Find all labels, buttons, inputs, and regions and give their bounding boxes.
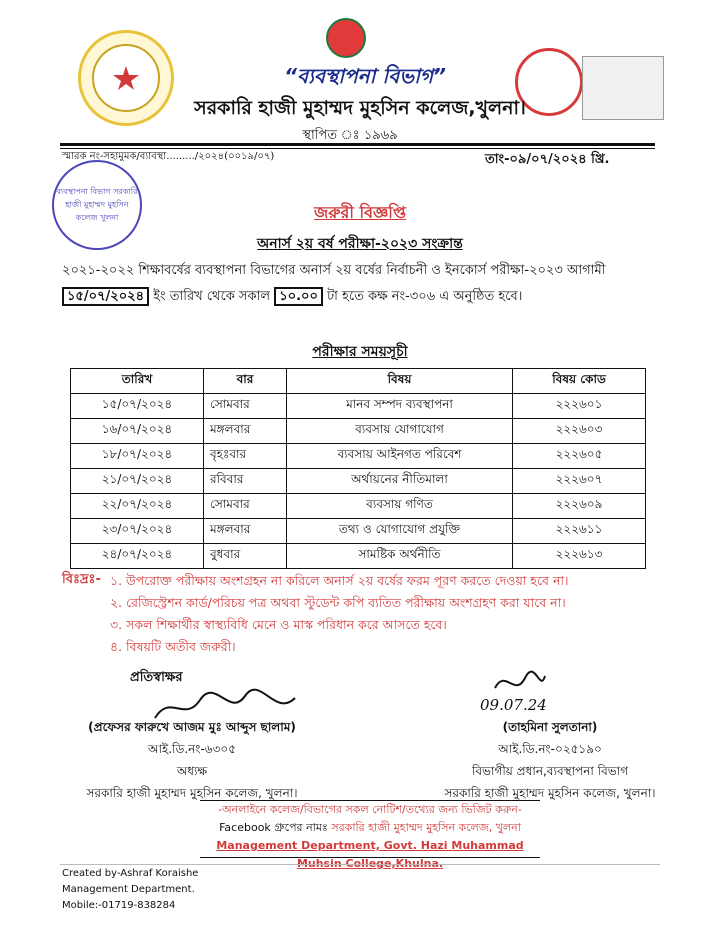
body-pre: ২০২১-২০২২ শিক্ষাবর্ষের ব্যবস্থাপনা বিভাগের অনার্স ২য় বর্ষের নির্বাচনী ও ইনকোর্স পরীক্ষা-২০২৩ আগামী [62,263,606,278]
cell-code: ২২২৬১১ [513,519,646,544]
principal-name: (প্রফেসর ফারুখে আজম মুঃ আব্দুস ছালাম) [88,720,296,734]
notice-subject: অনার্স ২য় বর্ষ পরীক্ষা-২০২৩ সংক্রান্ত [257,236,463,252]
schedule-title: পরীক্ষার সময়সূচী [312,344,408,360]
cell-subject: ব্যবসায় যোগাযোগ [287,419,513,444]
cell-code: ২২২৬১৩ [513,544,646,569]
footer-english-name: Management Department, Govt. Hazi Muhammad Muhsin College,Khulna. [216,839,524,870]
body-mid: ইং তারিখ থেকে সকাল [153,289,271,304]
credit-line3: Mobile:-01719-838284 [62,900,176,911]
col-code: বিষয় কোড [513,369,646,394]
schedule-table [70,368,646,569]
cell-date: ১৫/০৭/২০২৪ [71,394,204,419]
notice-title: জরুরী বিজ্ঞপ্তি [313,203,407,222]
head-signature-block [420,716,680,804]
portrait-logo-icon [582,56,664,120]
col-date: তারিখ [71,369,204,394]
head-id: আই.ডি.নং-০২৫১৯০ [498,742,602,756]
facebook-label: Facebook গ্রুপের নামঃ [219,821,328,834]
table-row [71,544,646,569]
cell-date: ২২/০৭/২০২৪ [71,494,204,519]
table-row [71,469,646,494]
header-divider [60,143,655,146]
principal-id: আই.ডি.নং-৬৩০৫ [148,742,236,756]
note-item: ১. উপরোক্ত পরীক্ষায় অংশগ্রহন না করিলে অনার্স ২য় বর্ষের ফরম পূরণ করতে দেওয়া হবে না। [110,573,569,588]
notice-date: তাং-০৯/০৭/২০২৪ খ্রি. [485,152,610,167]
college-logo-left [78,30,174,126]
body-post: টা হতে কক্ষ নং-৩০৬ এ অনুষ্ঠিত হবে। [327,289,523,304]
cell-date: ২৪/০৭/২০২৪ [71,544,204,569]
cell-code: ২২২৬০১ [513,394,646,419]
cell-date: ২৩/০৭/২০২৪ [71,519,204,544]
footer-facebook [200,819,540,837]
note-item: ২. রেজিস্ট্রেশন কার্ড/পরিচয় পত্র অথবা স্টুডেন্ট কপি ব্যতিত পরীক্ষায় অংশগ্রহণ করা যাবে না। [110,595,566,610]
head-sign-date: 09.07.24 [480,696,547,714]
notes-label: বিঃদ্রঃ- [62,572,101,587]
cell-subject: ব্যবসায় গণিত [287,494,513,519]
countersign-label: প্রতিস্বাক্ষর [130,670,183,685]
col-subject: বিষয় [287,369,513,394]
college-name: সরকারি হাজী মুহাম্মদ মুহসিন কলেজ,খুলনা। [194,97,526,119]
cell-date: ২১/০৭/২০২৪ [71,469,204,494]
notice-body [62,258,658,310]
department-stamp [52,160,142,250]
table-row [71,519,646,544]
credit-line2: Management Department. [62,884,195,895]
star-emblem-icon [92,44,160,112]
credit-line1: Created by-Ashraf Koraishe [62,868,199,879]
cell-subject: সামষ্টিক অর্থনীতি [287,544,513,569]
footer-line1: -অনলাইনে কলেজ/বিভাগের সকল নোটিশ/তথ্যের জন্য ভিজিট করুন- [218,803,522,816]
established-year: স্থাপিত ঃ ১৯৬৯ [302,128,398,143]
cell-code: ২২২৬০৭ [513,469,646,494]
credit-block [62,866,198,914]
table-row [71,494,646,519]
stamp-text: ব্যবস্থাপনা বিভাগ সরকারি হাজী মুহাম্মদ মুহসিন কলেজ খুলনা [56,186,138,222]
facebook-group-name: সরকারি হাজী মুহাম্মদ মুহসিন কলেজ, খুলনা [331,821,521,834]
bangladesh-emblem-icon [326,18,366,58]
table-row [71,419,646,444]
cell-code: ২২২৬০৩ [513,419,646,444]
principal-signature-block [62,716,322,804]
cell-subject: তথ্য ও যোগাযোগ প্রযুক্তি [287,519,513,544]
exam-start-date: ১৫/০৭/২০২৪ [62,287,149,306]
cell-code: ২২২৬০৫ [513,444,646,469]
cell-day: সোমবার [204,494,287,519]
head-role: বিভাগীয় প্রধান,ব্যবস্থাপনা বিভাগ [471,764,629,778]
cell-subject: মানব সম্পদ ব্যবস্থাপনা [287,394,513,419]
note-item: ৩. সকল শিক্ষার্থীর স্বাস্থ্যবিধি মেনে ও মাস্ক পরিধান করে আসতে হবে। [110,617,447,632]
cell-day: বুধবার [204,544,287,569]
cell-date: ১৮/০৭/২০২৪ [71,444,204,469]
table-row [71,394,646,419]
exam-start-time: ১০.০০ [274,287,323,306]
note-item: ৪. বিষয়টি অতীব জরুরী। [110,639,236,654]
table-row [71,444,646,469]
principal-college: সরকারি হাজী মুহাম্মদ মুহসিন কলেজ, খুলনা। [86,786,298,800]
head-college: সরকারি হাজী মুহাম্মদ মুহসিন কলেজ, খুলনা। [444,786,656,800]
memo-number: স্মারক নং-সহামুমক/ব্যাবস্থা........./২০২৪(০০১৯/০৭) [62,151,275,162]
cell-day: মঙ্গলবার [204,519,287,544]
cell-day: রবিবার [204,469,287,494]
cell-day: বৃহঃবার [204,444,287,469]
cell-subject: অর্থায়নের নীতিমালা [287,469,513,494]
footer-box [200,800,540,870]
head-name: (তাহমিনা সুলতানা) [502,720,598,734]
department-title: “ব্যবস্থাপনা বিভাগ” [284,64,446,88]
principal-role: অধ্যক্ষ [176,764,208,778]
cell-day: সোমবার [204,394,287,419]
cell-day: মঙ্গলবার [204,419,287,444]
cell-subject: ব্যবসায় আইনগত পরিবেশ [287,444,513,469]
notes-list [110,570,670,658]
cell-date: ১৬/০৭/২০২৪ [71,419,204,444]
col-day: বার [204,369,287,394]
cell-code: ২২২৬০৯ [513,494,646,519]
credit-divider [60,864,660,865]
schedule-header-row [71,369,646,394]
